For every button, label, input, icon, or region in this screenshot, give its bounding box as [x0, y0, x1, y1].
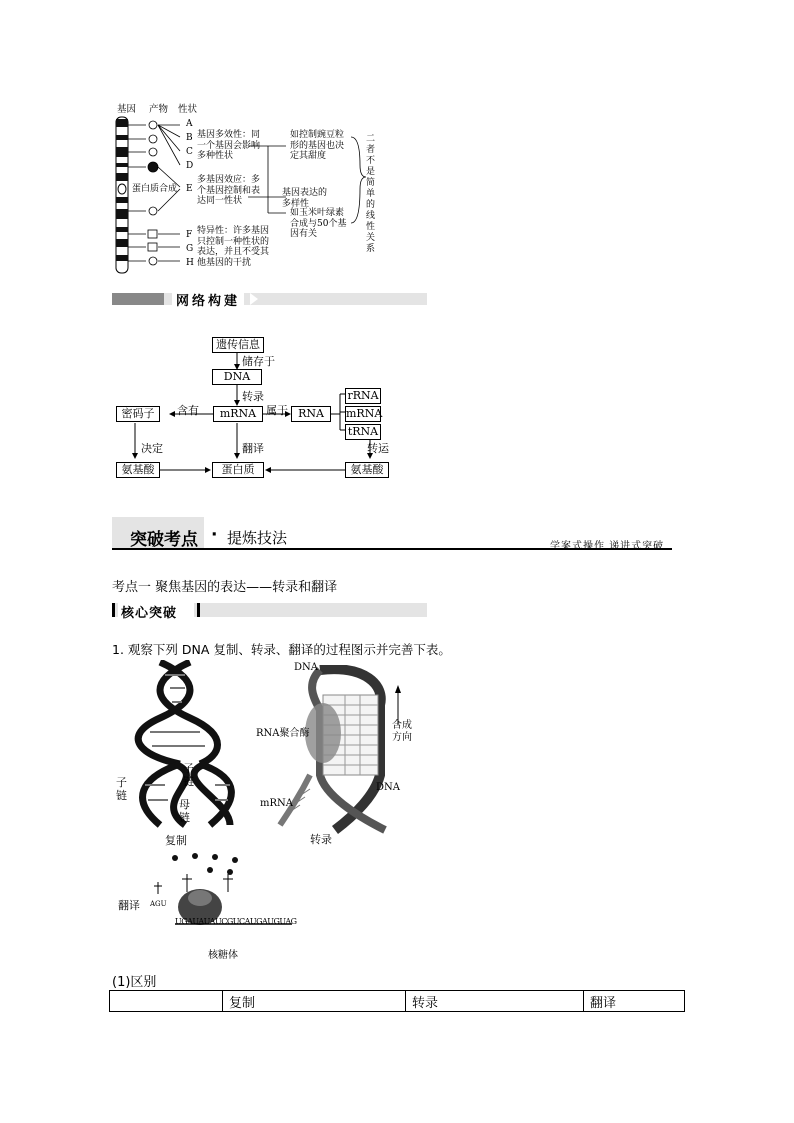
amino-acid-left-box: 氨基酸	[116, 462, 160, 478]
daughter-strand-right-label: 子链	[183, 762, 194, 788]
breakthrough-title: 突破考点	[130, 530, 198, 550]
mrna-type-box: mRNA	[346, 407, 383, 420]
determines-label: 决定	[141, 442, 163, 455]
relation-text: 二者不是简单的线性关系	[366, 134, 376, 254]
dna-bottom-label: DNA	[376, 782, 400, 793]
table-header-transcription: 转录	[406, 991, 584, 1012]
core-section-title: 核心突破	[121, 606, 178, 621]
trait-C: C	[186, 147, 193, 157]
table-header-row	[110, 991, 685, 1012]
daughter-strand-left-label: 子链	[116, 776, 127, 802]
pleiotropy-text: 基因多效性：同一个基因会影响多种性状	[197, 130, 261, 161]
header-product: 产物	[149, 104, 169, 115]
dna-top-label: DNA	[294, 662, 318, 673]
codon-box: 密码子	[116, 406, 160, 422]
mrna-box: mRNA	[213, 406, 263, 422]
translation-caption: 翻译	[118, 899, 140, 912]
polygenic-text: 多基因效应：多个基因控制和表达同一性状	[197, 175, 261, 206]
protein-box: 蛋白质	[212, 462, 264, 478]
table-header-empty	[110, 991, 223, 1012]
amino-acid-right-box: 氨基酸	[345, 462, 389, 478]
header-gene: 基因	[117, 104, 137, 115]
rna-box: RNA	[291, 406, 331, 422]
trait-B: B	[186, 133, 193, 143]
breakthrough-right-text: 学案式操作 递进式突破	[550, 541, 665, 552]
rna-polymerase-label: RNA聚合酶	[256, 728, 310, 739]
trait-G: G	[186, 244, 194, 254]
trait-E: E	[186, 184, 193, 194]
rrna-box: rRNA	[345, 388, 381, 404]
trna-box: tRNA	[345, 424, 381, 440]
stored-in-label: 储存于	[242, 355, 275, 368]
trait-F: F	[186, 230, 193, 240]
table-header-replication: 复制	[223, 991, 406, 1012]
mrna-label: mRNA	[260, 798, 293, 809]
comparison-table	[109, 990, 685, 1012]
example-pea-text: 如控制豌豆粒形的基因也决定其甜度	[290, 130, 345, 161]
transport-label: 转运	[367, 442, 389, 455]
belongs-to-label: 属于	[266, 404, 288, 417]
anticodon-label: AGU	[150, 900, 167, 908]
dna-box: DNA	[212, 369, 262, 385]
protein-synthesis-label: 蛋白质合成	[132, 184, 178, 194]
breakthrough-dot: ·	[211, 525, 218, 545]
topic-heading: 考点一 聚焦基因的表达——转录和翻译	[112, 580, 338, 595]
translation-label: 翻译	[242, 442, 264, 455]
table-intro: (1)区别	[112, 975, 157, 990]
genetic-info-box: 遗传信息	[212, 337, 264, 353]
arrow-icon	[250, 293, 262, 305]
trait-H: H	[186, 258, 194, 268]
parent-strand-label: 母链	[179, 798, 190, 824]
contains-label: 含有	[177, 404, 199, 417]
specificity-text: 特异性：许多基因只控制一种性状的表达，并且不受其他基因的干扰	[197, 226, 270, 268]
synthesis-direction-label: 合成方向	[392, 720, 412, 743]
transcription-label: 转录	[242, 390, 264, 403]
trait-D: D	[186, 161, 194, 171]
example-corn-text: 如玉米叶绿素合成与50个基因有关	[290, 208, 347, 239]
diversity-text: 基因表达的多样性	[282, 188, 328, 209]
replication-caption: 复制	[165, 834, 187, 847]
question-text: 1. 观察下列 DNA 复制、转录、翻译的过程图示并完善下表。	[112, 642, 451, 657]
table-header-translation: 翻译	[584, 991, 685, 1012]
ribosome-label: 核糖体	[208, 950, 238, 961]
transcription-illustration	[275, 665, 405, 835]
header-trait: 性状	[178, 104, 198, 115]
network-section-title: 网络构建	[172, 290, 244, 309]
trait-A: A	[186, 119, 193, 129]
mrna-sequence: UGAUAUAUCGUCAUGAUGUAG	[175, 917, 297, 926]
transcription-caption: 转录	[310, 833, 332, 846]
breakthrough-subtitle: 提炼技法	[227, 529, 288, 547]
